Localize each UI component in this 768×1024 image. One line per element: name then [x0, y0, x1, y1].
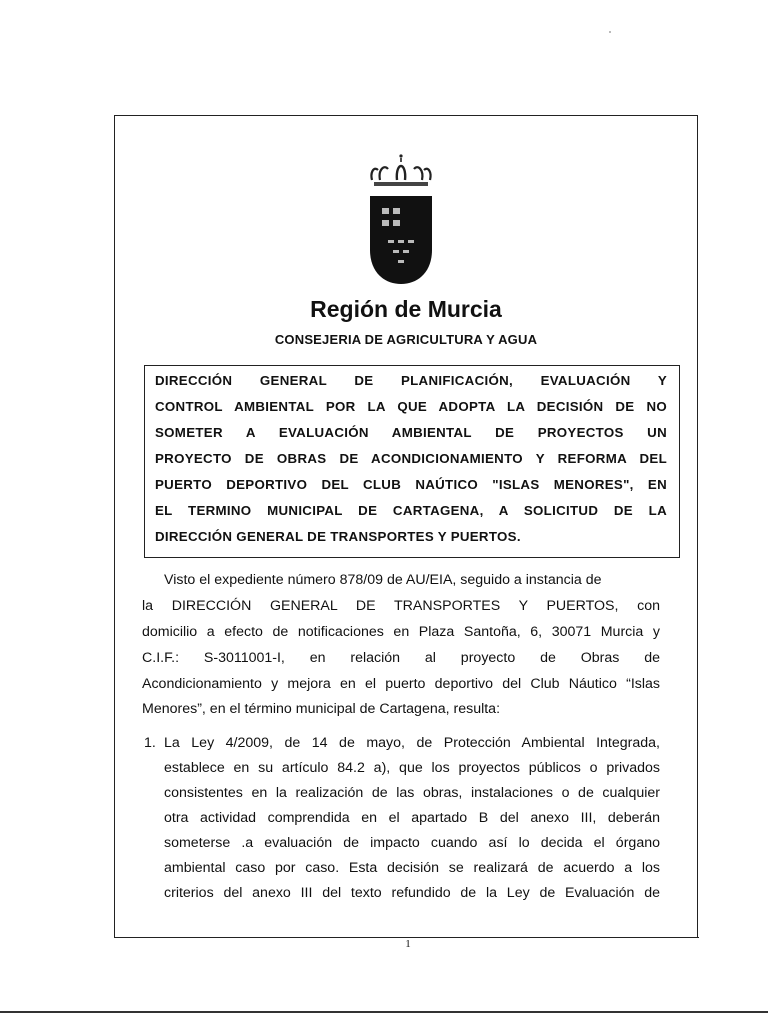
page-bottom-rule [0, 1011, 768, 1013]
department-name: CONSEJERIA DE AGRICULTURA Y AGUA [274, 332, 538, 347]
list-item-line: ambiental caso por caso. Esta decisión se realizará de acuerdo a los [164, 860, 660, 876]
list-item-number: 1. [144, 735, 156, 751]
resolution-title-box [144, 365, 680, 558]
list-item-line: establece en su artículo 84.2 a), que los proyectos públicos o privados [164, 760, 660, 776]
intro-line: Menores”, en el término municipal de Cartagena, resulta: [142, 701, 501, 717]
region-coat-of-arms-icon [366, 150, 436, 290]
intro-line: Visto el expediente número 878/09 de AU/EIA, seguido a instancia de [164, 572, 602, 588]
region-title: Región de Murcia [310, 296, 502, 322]
title-line: PUERTO DEPORTIVO DEL CLUB NAÚTICO "ISLAS MENORES", EN [155, 477, 667, 492]
intro-line: la DIRECCIÓN GENERAL DE TRANSPORTES Y PUERTOS, con [142, 598, 660, 614]
page-number: 1 [405, 938, 411, 950]
title-line: DIRECCIÓN GENERAL DE TRANSPORTES Y PUERTOS. [155, 529, 521, 544]
scan-speck [609, 31, 611, 33]
title-line: PROYECTO DE OBRAS DE ACONDICIONAMIENTO Y REFORMA DEL [155, 451, 667, 466]
intro-line: Acondicionamiento y mejora en el puerto deportivo del Club Náutico “Islas [142, 676, 660, 692]
title-line: DIRECCIÓN GENERAL DE PLANIFICACIÓN, EVALUACIÓN Y [155, 373, 667, 388]
intro-line: domicilio a efecto de notificaciones en Plaza Santoña, 6, 30071 Murcia y [142, 624, 660, 640]
title-line: SOMETER A EVALUACIÓN AMBIENTAL DE PROYECTOS UN [155, 425, 667, 440]
title-line: EL TERMINO MUNICIPAL DE CARTAGENA, A SOLICITUD DE LA [155, 503, 667, 518]
list-item-line: criterios del anexo III del texto refundido de la Ley de Evaluación de [164, 885, 660, 901]
list-item-line: someterse .a evaluación de impacto cuando así lo decida el órgano [164, 835, 660, 851]
list-item-line: otra actividad comprendida en el apartado B del anexo III, deberán [164, 810, 660, 826]
list-item-line: La Ley 4/2009, de 14 de mayo, de Protección Ambiental Integrada, [164, 735, 660, 751]
intro-line: C.I.F.: S-3011001-I, en relación al proyecto de Obras de [142, 650, 660, 666]
list-item-line: consistentes en la realización de las obras, instalaciones o de cualquier [164, 785, 660, 801]
title-line: CONTROL AMBIENTAL POR LA QUE ADOPTA LA DECISIÓN DE NO [155, 399, 667, 414]
